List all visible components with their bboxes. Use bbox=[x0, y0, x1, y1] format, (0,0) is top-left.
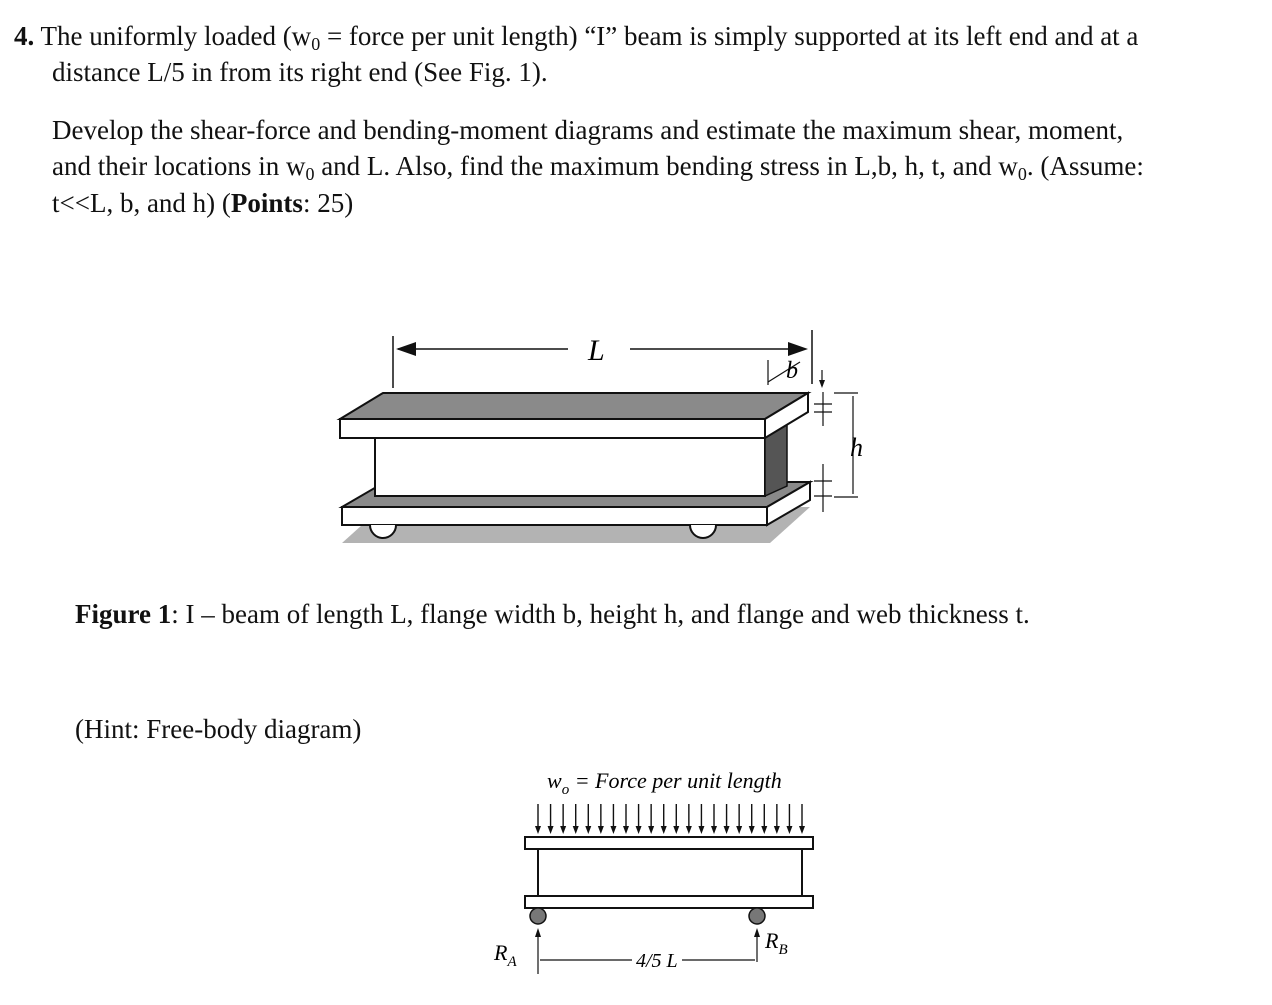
label-h: h bbox=[850, 433, 863, 462]
load-arrow-head bbox=[623, 826, 629, 834]
problem-line-1: 4. The uniformly loaded (w0 = force per unit length) “I” beam is simply supported at its left end and at a bbox=[14, 21, 1139, 54]
load-arrow-head bbox=[686, 826, 692, 834]
load-label: $w_o$ = Force per unit length bbox=[547, 768, 782, 798]
span-label: 4/5 L bbox=[636, 950, 678, 972]
reaction-RB: $R_B$ bbox=[765, 928, 788, 958]
load-arrow-head bbox=[610, 826, 616, 834]
reaction-RA: $R_A$ bbox=[494, 940, 517, 970]
load-arrow-head bbox=[535, 826, 541, 834]
problem-number: 4. bbox=[14, 21, 35, 51]
load-arrow-head bbox=[724, 826, 730, 834]
load-arrow-head bbox=[786, 826, 792, 834]
load-arrow-head bbox=[673, 826, 679, 834]
load-arrow-head bbox=[636, 826, 642, 834]
hint-text: (Hint: Free-body diagram) bbox=[75, 714, 362, 744]
load-arrow-head bbox=[585, 826, 591, 834]
distributed-load-arrows bbox=[535, 804, 805, 834]
task-line-3: t<<L, b, and h) (Points: 25) bbox=[52, 188, 354, 218]
label-L: L bbox=[588, 334, 605, 367]
load-arrow-head bbox=[774, 826, 780, 834]
load-arrow-head bbox=[598, 826, 604, 834]
load-arrow-head bbox=[761, 826, 767, 834]
load-arrow-head bbox=[661, 826, 667, 834]
load-arrow-head bbox=[548, 826, 554, 834]
load-arrow-head bbox=[560, 826, 566, 834]
load-arrow-head bbox=[749, 826, 755, 834]
task-line-1: Develop the shear-force and bending-moment diagrams and estimate the maximum shear, moment, bbox=[52, 115, 1124, 145]
load-arrow-head bbox=[736, 826, 742, 834]
load-arrow-head bbox=[711, 826, 717, 834]
load-arrow-head bbox=[648, 826, 654, 834]
task-line-2: and their locations in w0 and L. Also, find the maximum bending stress in L,b, h, t, and w0. (Assume: bbox=[52, 151, 1144, 184]
figure-caption: Figure 1: I – beam of length L, flange width b, height h, and flange and web thickness t. bbox=[75, 599, 1030, 629]
points-label: Points bbox=[230, 188, 303, 218]
load-arrow-head bbox=[799, 826, 805, 834]
load-arrow-head bbox=[573, 826, 579, 834]
load-arrow-head bbox=[698, 826, 704, 834]
label-b: b bbox=[786, 358, 798, 384]
problem-line-2: distance L/5 in from its right end (See Fig. 1). bbox=[52, 57, 548, 87]
